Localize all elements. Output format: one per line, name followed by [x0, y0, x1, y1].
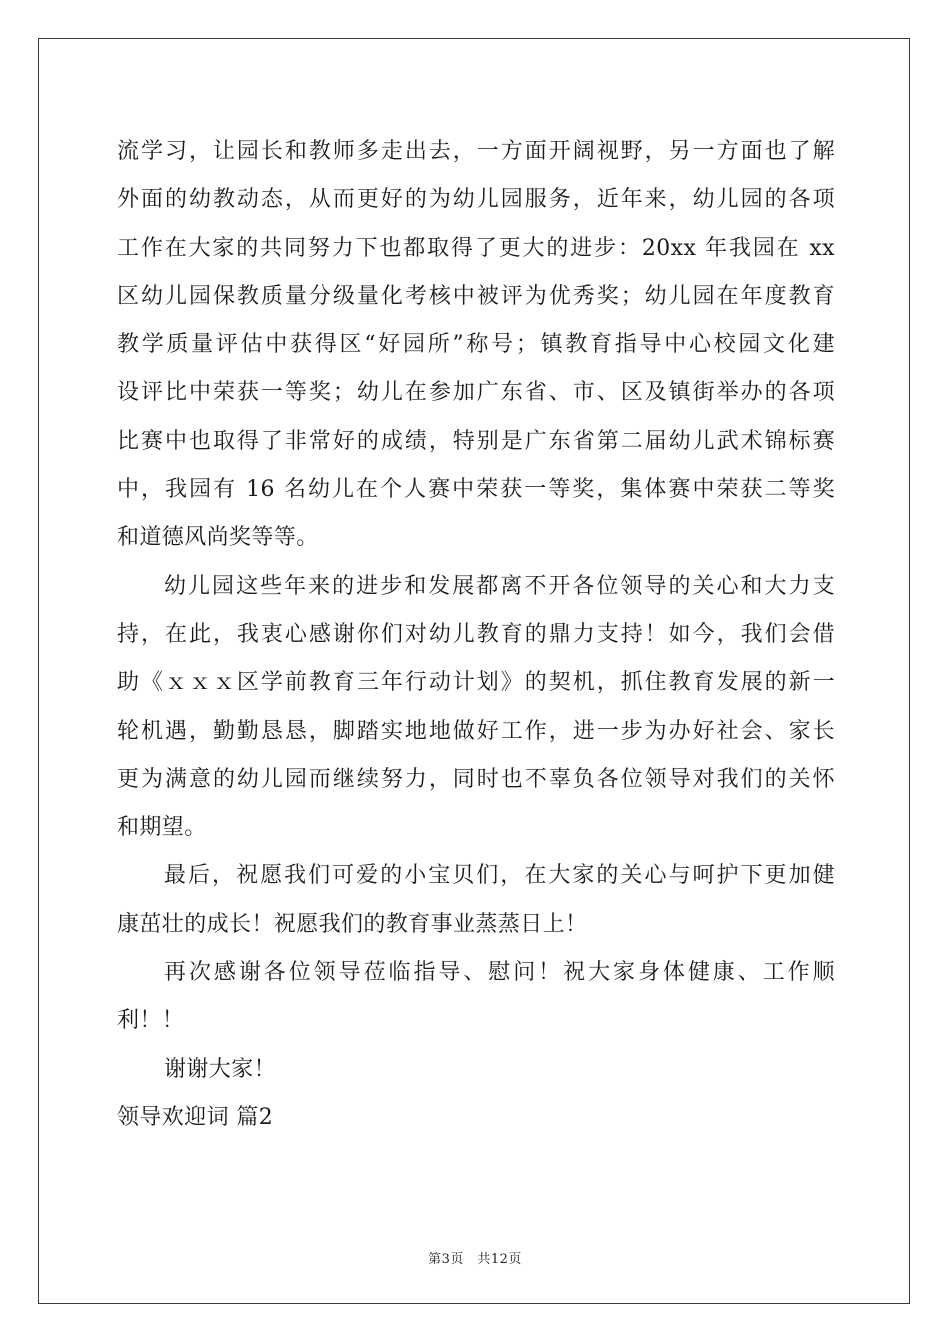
text-line: 流学习，让园长和教师多走出去，一方面开阔视野，另一方面也了解	[117, 139, 835, 164]
text-line: 区幼儿园保教质量分级量化考核中被评为优秀奖；幼儿园在年度教育	[117, 283, 835, 309]
paragraph-1	[117, 128, 835, 563]
text-line: 再次感谢各位领导莅临指导、慰问！祝大家身体健康、工作顺	[164, 960, 835, 986]
text-line: 幼儿园这些年来的进步和发展都离不开各位领导的关心和大力支	[164, 573, 835, 599]
text-line: 更为满意的幼儿园而继续努力，同时也不辜负各位领导对我们的关怀	[117, 766, 835, 792]
text-line: 轮机遇，勤勤恳恳，脚踏实地地做好工作，进一步为办好社会、家长	[117, 718, 835, 744]
text-line: 中，我园有 16 名幼儿在个人赛中荣获一等奖，集体赛中荣获二等奖	[117, 477, 835, 503]
text-line: 比赛中也取得了非常好的成绩，特别是广东省第二届幼儿武术锦标赛	[117, 428, 835, 454]
text-line: 谢谢大家！	[164, 1056, 277, 1082]
text-line: 和期望。	[117, 815, 207, 841]
text-line: 康茁壮的成长！祝愿我们的教育事业蒸蒸日上！	[117, 911, 588, 937]
text-line: 助《ｘｘｘ区学前教育三年行动计划》的契机，抓住教育发展的新一	[117, 670, 835, 696]
paragraph-3	[117, 852, 835, 949]
paragraph-5	[117, 1046, 835, 1094]
page-footer: 第3页 共12页	[428, 1252, 522, 1267]
text-line: 教学质量评估中获得区“好园所”称号；镇教育指导中心校园文化建	[117, 332, 835, 358]
paragraph-4	[117, 949, 835, 1046]
text-line: 和道德风尚奖等等。	[117, 525, 319, 551]
text-line: 外面的幼教动态，从而更好的为幼儿园服务，近年来，幼儿园的各项	[117, 187, 835, 213]
text-line: 持，在此，我衷心感谢你们对幼儿教育的鼎力支持！如今，我们会借	[117, 621, 835, 647]
text-line: 工作在大家的共同努力下也都取得了更大的进步：20xx 年我园在 xx	[117, 235, 835, 261]
section-heading: 领导欢迎词 篇2	[117, 1104, 274, 1130]
paragraph-2	[117, 563, 835, 853]
text-line: 最后，祝愿我们可爱的小宝贝们，在大家的关心与呵护下更加健	[164, 863, 835, 889]
text-line: 设评比中荣获一等奖；幼儿在参加广东省、市、区及镇街举办的各项	[117, 380, 835, 406]
text-line: 利！！	[117, 1008, 185, 1034]
document-body	[117, 128, 835, 1142]
